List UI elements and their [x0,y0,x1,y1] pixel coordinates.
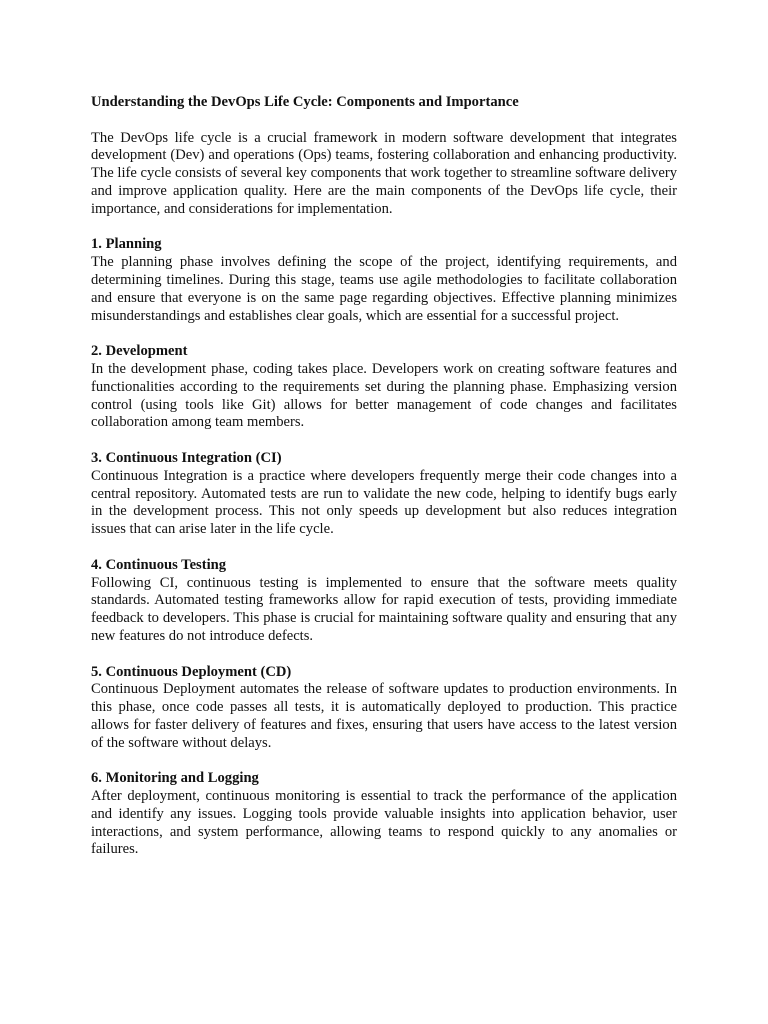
section-body: Following CI, continuous testing is implemented to ensure that the software meets quality standards. Automated testing frameworks allow for rapid execution of tests, providing immediate feedback to developers. This phase is crucial for maintaining software quality and ensuring that any new features do not introduce defects. [91,574,677,644]
section-body: The planning phase involves defining the scope of the project, identifying requirements, and determining timelines. During this stage, teams use agile methodologies to facilitate collaboration and ensure that everyone is on the same page regarding objectives. Effective planning minimizes misunderstandings and establishes clear goals, which are essential for a successful project. [91,254,677,324]
section-continuous-deployment [91,664,677,753]
section-heading: 2. Development [91,343,188,360]
section-continuous-testing [91,557,677,646]
section-body: After deployment, continuous monitoring is essential to track the performance of the application and identify any issues. Logging tools provide valuable insights into application behavior, user interactions, and system performance, allowing teams to respond quickly to any anomalies or failures. [91,788,677,858]
section-heading: 4. Continuous Testing [91,556,227,573]
section-development [91,343,677,432]
section-heading: 1. Planning [91,236,162,253]
section-planning [91,236,677,325]
document-title: Understanding the DevOps Life Cycle: Components and Importance [91,94,519,110]
section-monitoring-logging [91,770,677,859]
document-page [91,94,677,877]
section-heading: 5. Continuous Deployment (CD) [91,663,292,680]
section-heading: 3. Continuous Integration (CI) [91,449,282,466]
section-body: Continuous Integration is a practice where developers frequently merge their code changes into a central repository. Automated tests are run to validate the new code, helping to identify bugs early in the development process. This not only speeds up development but also reduces integration issues that can arise later in the life cycle. [91,467,677,538]
section-continuous-integration [91,450,677,539]
section-heading: 6. Monitoring and Logging [91,770,259,787]
intro-paragraph: The DevOps life cycle is a crucial framework in modern software development that integrates development (Dev) and operations (Ops) teams, fostering collaboration and enhancing productivity. The life cycle consists of several key components that work together to streamline software delivery and improve application quality. Here are the main components of the DevOps life cycle, their importance, and considerations for implementation. [91,129,677,217]
section-body: In the development phase, coding takes place. Developers work on creating software features and functionalities according to the requirements set during the planning phase. Emphasizing version control (using tools like Git) allows for better management of code changes and facilitates collaboration among team members. [91,360,677,431]
section-body: Continuous Deployment automates the release of software updates to production environments. In this phase, once code passes all tests, it is automatically deployed to production. This practice allows for faster delivery of features and fixes, ensuring that users have access to the latest version of the software without delays. [91,681,677,751]
